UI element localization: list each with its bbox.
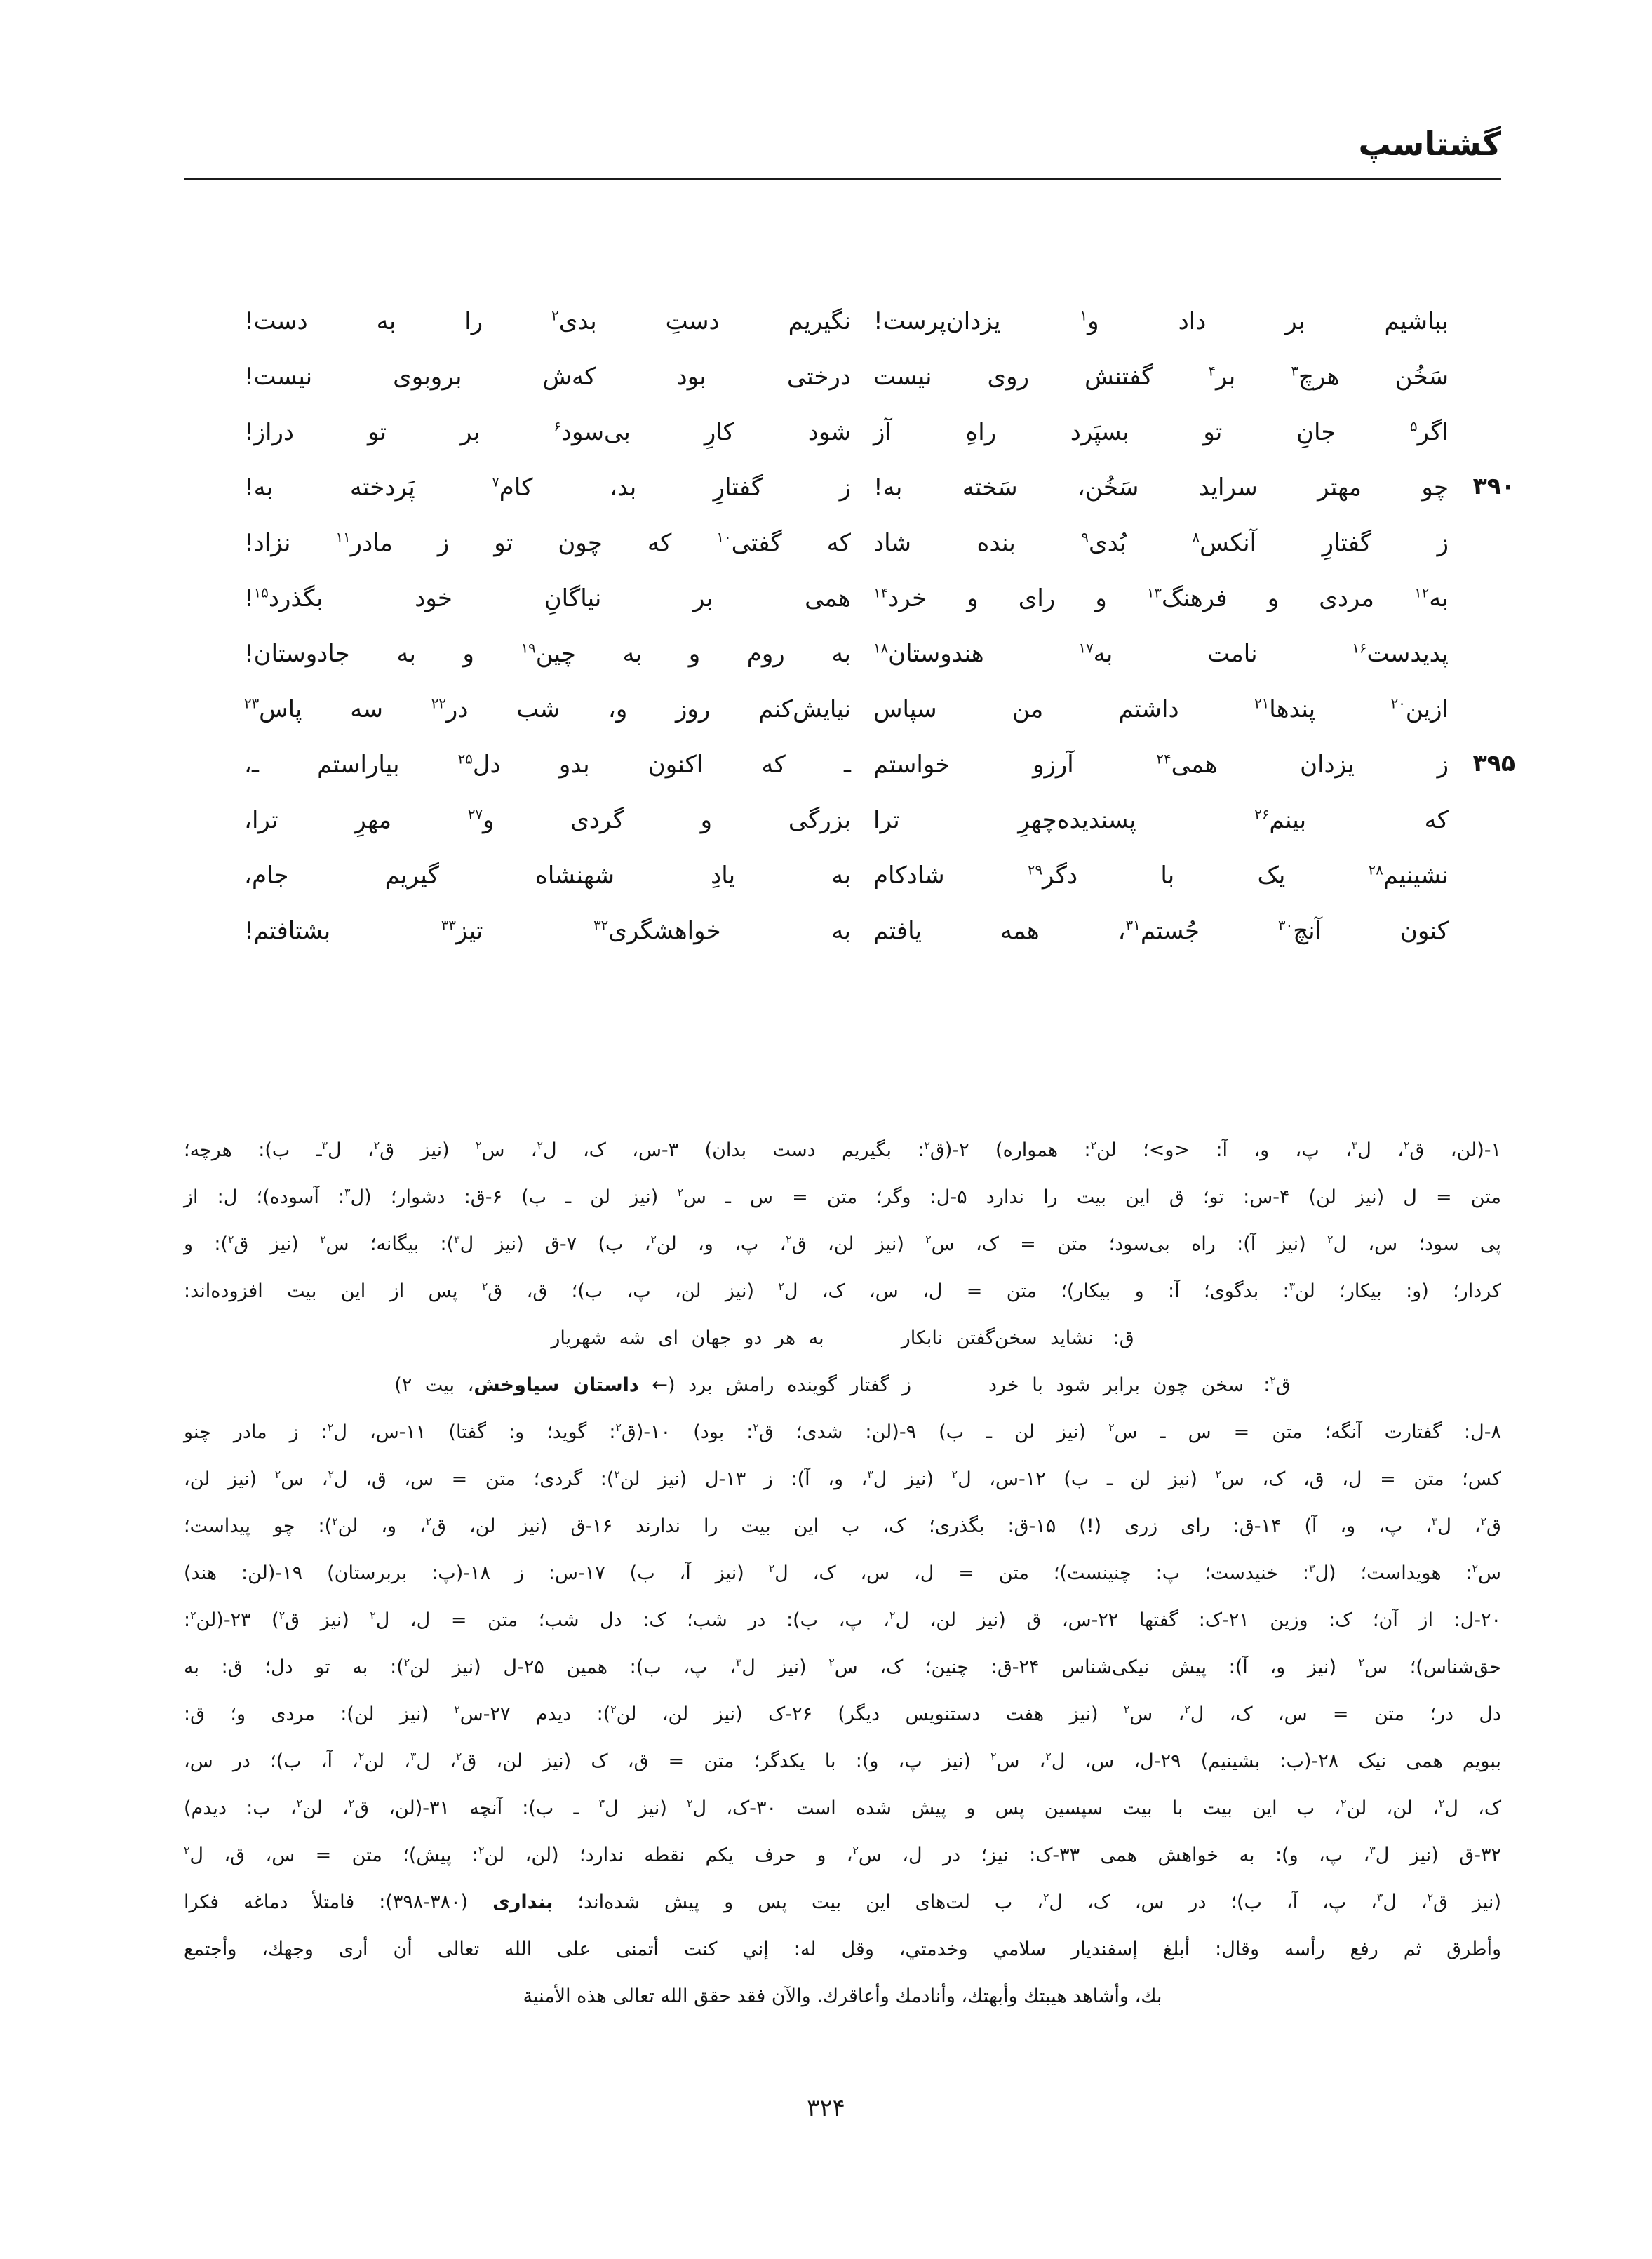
hemistich-left: ز گفتارِ بد، کام$^۷$ پَردخته به! [244, 474, 851, 502]
footnote-ref-number: ۲ [1438, 1797, 1445, 1810]
verse-number [1449, 910, 1515, 916]
footnote-line: کردار؛ (و: بیکار؛ لن$^۳$: بدگوی؛ آ: و بیکار)؛ متن = ل، س، ک، ل$^۲$ (نیز لن، پ، ب)؛ ق، ق$^۲$ پس از این بیت افزوده‌اند: [184, 1280, 1502, 1302]
footnote-ref-number: ۲ [1215, 1468, 1221, 1481]
footnote-line: ۳۲-ق (نیز ل$^۳$، پ، و): به خواهش همی ۳۳-ک: نیز؛ در ل، س$^۲$، و حرف یکم نقطه ندارد؛ (لن، لن$^۲$: پیش)؛ متن = س، ق، ل$^۲$ [184, 1844, 1501, 1866]
verse-number [1449, 577, 1515, 583]
footnote-ref-number: ۲ [615, 1421, 622, 1434]
verse-number [1449, 854, 1515, 860]
verse-number [1449, 799, 1515, 805]
footnote-ref-number: ۲ [476, 1139, 482, 1152]
hemistich-left: که گفتی$^{۱۰}$ که چون تو ز مادر$^{۱۱}$ نزاد! [244, 529, 851, 557]
bold-text: داستان سیاوخش [474, 1374, 639, 1396]
footnote-line: ک، ل$^۲$، لن، لن$^۲$، ب این بیت با بیت سپسین پس و پیش شده است ۳۰-ک، ل$^۲$ (نیز ل$^۳$ ـ ب): آنچه ۳۱-(لن، ق$^۲$، لن$^۲$، ب: دیدم) [184, 1797, 1502, 1819]
verse-row [244, 910, 1515, 965]
hemistich-right: به$^{۱۲}$ مردی و فرهنگ$^{۱۳}$ و رای و خرد$^{۱۴}$ [873, 584, 1449, 612]
page-title: گشتاسپ [1358, 125, 1501, 163]
hemistich-right: پدیدست$^{۱۶}$ نامت به$^{۱۷}$ هندوستان$^{۱۸}$ [873, 640, 1449, 668]
footnote-ref-number: ۲ [1123, 1703, 1130, 1716]
footnote-ref-number: ۲ [296, 1797, 302, 1810]
footnotes [184, 1127, 1501, 2020]
footnote-line: ۸-ل: گفتارت آنگه؛ متن = س ـ س$^۲$ (نیز لن ـ ب) ۹-(لن: شدی؛ ق$^۲$: بود) ۱۰-(ق$^۲$: گوید؛ و: گفتا) ۱۱-س، ل$^۲$: ز مادر چنو [184, 1421, 1502, 1443]
hemistich-right: نشینیم$^{۲۸}$ یک با دگر$^{۲۹}$ شادکام [873, 862, 1449, 890]
footnote-line: س$^۲$: هویداست؛ (ل$^۳$: خنیدست؛ پ: چنینست)؛ متن = ل، س، ک، ل$^۲$ (نیز آ، ب) ۱۷-س: ز ۱۸-(پ: بربرستان) ۱۹-(لن: هند) [184, 1562, 1502, 1584]
footnote-ref-number: ۲ [1042, 1891, 1049, 1904]
footnote-ref-number: ۲ [778, 1280, 784, 1293]
footnote-ref-number: ۲ [1480, 1515, 1487, 1528]
footnote-line: ق$^۲$، ل$^۳$، پ، و، آ) ۱۴-ق: رای زری (!) ۱۵-ق: بگذری؛ ک، ب این بیت را ندارند ۱۶-ق (نیز لن، ق$^۲$، و، لن$^۲$): چو پیداست؛ [184, 1515, 1501, 1537]
footnote-ref-number: ۱۱ [335, 529, 351, 546]
bold-text: بنداری [492, 1891, 553, 1913]
footnote-ref-number: ۲۱ [1254, 695, 1270, 712]
footnote-ref-number: ۳ [344, 1186, 351, 1199]
footnote-line: (نیز ق$^۲$، ل$^۳$، پ، آ، ب)؛ در س، ک، ل$^۲$، ب لت‌های این بیت پس و پیش شده‌اند؛ بنداری (۳۸۰-۳۹۸): فامتلأ دماغه فکرا [184, 1891, 1501, 1913]
footnote-ref-number: ۳۱ [1125, 917, 1141, 934]
footnote-line: وأطرق ثم رفع رأسه وقال: أبلغ إسفندیار سلامي وخدمتي، وقل له: إني كنت أتمنى علی الله تعالی أن أری وجهك، وأجتمع [184, 1938, 1501, 1960]
footnote-ref-number: ۱۹ [521, 640, 536, 657]
footnote-ref-number: ۲ [1403, 1139, 1410, 1152]
footnote-ref-number: ۲۵ [457, 751, 473, 767]
footnote-ref-number: ۲ [478, 1844, 485, 1857]
verse-number [1449, 300, 1515, 306]
verse-number [1449, 688, 1515, 694]
verse-row [244, 744, 1515, 799]
footnote-ref-number: ۲ [1472, 1562, 1479, 1575]
footnote-ref-number: ۲ [373, 1139, 380, 1152]
footnote-ref-number: ۲ [370, 1609, 376, 1622]
footnote-ref-number: ۳ [1289, 1280, 1296, 1293]
footnote-line: ۱-(لن، ق$^۲$، ل$^۳$، پ، و، آ: <و>؛ لن$^۲$: همواره) ۲-(ق$^۲$: بگیریم دست بدان) ۳-س، ک، ل$^۲$، س$^۲$ (نیز ق$^۲$، ل$^۳$ـ ب): هرچه؛ [184, 1139, 1502, 1161]
footnote-ref-number: ۲۴ [1156, 751, 1171, 767]
footnote-ref-number: ۲ [610, 1703, 617, 1716]
hemistich-right: که بینم$^{۲۶}$ پسندیده‌چهرِ ترا [873, 806, 1449, 834]
hemistich-left: به یادِ شهنشاه گیریم جام، [244, 862, 851, 890]
footnote-ref-number: ۲ [924, 1139, 930, 1152]
footnote-ref-number: ۳۳ [441, 917, 456, 934]
footnote-ref-number: ۲ [614, 1468, 620, 1481]
hemistich-right: چو مهتر سراید سَخُن، سَخته به! [873, 474, 1449, 502]
footnote-ref-number: ۲ [828, 1656, 835, 1669]
footnote-ref-number: ۲۲ [431, 695, 446, 712]
added-verse-hemistich-right: سخن چون برابر شود با خرد [988, 1374, 1244, 1396]
footnote-ref-number: ۲ [228, 1233, 234, 1246]
footnote-ref-number: ۲ [753, 1421, 759, 1434]
hemistich-left: شود کارِ بی‌سود$^۶$ بر تو دراز! [244, 418, 851, 446]
footnote-ref-number: ۲ [1270, 1374, 1276, 1387]
footnote-ref-number: ۱۰ [716, 529, 732, 546]
footnote-ref-number: ۲ [925, 1233, 932, 1246]
footnote-ref-number: ۲ [348, 1797, 355, 1810]
footnote-ref-number: ۱۷ [1078, 640, 1094, 657]
footnote-ref-number: ۲ [320, 1233, 326, 1246]
footnote-ref-number: ۳ [321, 1139, 328, 1152]
footnote-ref-number: ۵ [1410, 418, 1418, 435]
footnote-ref-number: ۳ [410, 1750, 417, 1763]
footnote-line: پی سود؛ س، ل$^۲$ (نیز آ): راه بی‌سود؛ متن = ک، س$^۲$ (نیز لن، ق$^۲$، پ، و، لن$^۲$، ب) ۷-ق (نیز ل$^۳$): بیگانه؛ س$^۲$ (نیز ق$^۲$): و [184, 1233, 1501, 1255]
footnote-ref-number: ۱۶ [1352, 640, 1367, 657]
footnote-ref-number: ۱۸ [873, 640, 889, 657]
verse-number [1449, 522, 1515, 528]
hemistich-right: کنون آنچ$^{۳۰}$ جُستم$^{۳۱}$، همه یافتم [873, 917, 1449, 945]
verse-row [244, 854, 1515, 910]
footnote-ref-number: ۱ [1080, 307, 1088, 324]
footnote-ref-number: ۳ [1309, 1562, 1315, 1575]
added-verse-hemistich-left: ز گفتار گوینده رامش برد (← داستان سیاوخش، بیت ۲) [394, 1374, 912, 1396]
hemistich-left: به روم و به چین$^{۱۹}$ و به جادوستان! [244, 640, 851, 668]
footnote-ref-number: ۲ [1108, 1421, 1115, 1434]
poem [244, 300, 1515, 965]
footnote-line: دل در؛ متن = س، ک، ل$^۲$، س$^۲$ (نیز هفت دستنویس دیگر) ۲۶-ک (نیز لن، لن$^۲$): دیدم ۲۷-س$^۲$ (نیز لن): مردی و؛ ق: [184, 1703, 1501, 1725]
footnote-ref-number: ۲ [455, 1750, 462, 1763]
footnote-ref-number: ۲ [403, 1656, 410, 1669]
hemistich-right: ز یزدان همی$^{۲۴}$ آرزو خواستم [873, 751, 1449, 779]
footnote-ref-number: ۲ [327, 1421, 334, 1434]
footnote-ref-number: ۲ [677, 1186, 683, 1199]
footnote-ref-number: ۲ [190, 1609, 196, 1622]
footnote-ref-number: ۸ [1192, 529, 1200, 546]
hemistich-left: نیایش‌کنم روز و، شب در$^{۲۲}$ سه پاس$^{۲۳}$ [244, 695, 851, 723]
hemistich-left: همی بر نیاگانِ خود بگذرد$^{۱۵}$! [244, 584, 851, 612]
verse-row [244, 356, 1515, 411]
footnote-ref-number: ۲ [1090, 1139, 1096, 1152]
footnote-ref-number: ۲ [650, 1233, 657, 1246]
footnote-ref-number: ۷ [492, 474, 499, 490]
verse-number: ۳۹۵ [1472, 749, 1515, 777]
footnote-ref-number: ۲ [768, 1562, 775, 1575]
verse-row [244, 467, 1515, 522]
footnote-line: متن = ل (نیز لن) ۴-س: تو؛ ق این بیت را ندارد ۵-ل: وگر؛ متن = س ـ س$^۲$ (نیز لن ـ ب) ۶-ق: دشوار؛ (ل$^۳$: آسوده)؛ ل: از [184, 1186, 1501, 1208]
footnote-ref-number: ۲ [481, 1280, 488, 1293]
footnote-ref-number: ۳۰ [1278, 917, 1294, 934]
footnote-ref-number: ۳ [1351, 1139, 1358, 1152]
footnote-ref-number: ۲ [1427, 1891, 1433, 1904]
footnote-ref-number: ۱۴ [873, 584, 889, 601]
footnote-ref-number: ۲ [425, 1515, 432, 1528]
footnote-ref-number: ۳ [735, 1656, 742, 1669]
hemistich-left: درختی بود که‌ش بروبوی نیست! [244, 363, 851, 391]
footnote-line: ببویم همی نیک ۲۸-(ب: بشینیم) ۲۹-ل، س، ل$^۲$، س$^۲$ (نیز پ، و): با یکدگر؛ متن = ق، ک (نیز لن، ق$^۲$، ل$^۳$، لن$^۲$، آ، ب)؛ در س، [184, 1750, 1502, 1772]
footnote-ref-number: ۲ [1184, 1703, 1190, 1716]
hemistich-right: ز گفتارِ آنکس$^۸$ بُدی$^۹$ بنده شاد [873, 529, 1449, 557]
verse-row [244, 688, 1515, 744]
hemistich-right: بباشیم بر داد و$^۱$ یزدان‌پرست! [873, 307, 1449, 335]
footnote-ref-number: ۲ [1358, 1656, 1365, 1669]
footnote-ref-number: ۲ [687, 1797, 693, 1810]
added-verse-hemistich-left: به هر دو جهان ای شه شهریار [551, 1327, 824, 1349]
verse-number [1449, 633, 1515, 638]
footnote-ref-number: ۴ [1208, 363, 1216, 380]
verse-row [244, 300, 1515, 356]
header-divider [184, 178, 1501, 180]
footnote-ref-number: ۱۵ [253, 584, 269, 601]
footnote-ref-number: ۲ [951, 1468, 958, 1481]
verse-row [244, 411, 1515, 467]
verse-row [244, 633, 1515, 688]
footnote-ref-number: ۲ [786, 1233, 792, 1246]
footnote-ref-number: ۲۰ [1390, 695, 1406, 712]
footnote-ref-number: ۲ [537, 1139, 543, 1152]
hemistich-right: ازین$^{۲۰}$ پندها$^{۲۱}$ داشتم من سپاس [873, 695, 1449, 723]
footnote-ref-number: ۳ [1291, 363, 1298, 380]
footnote-ref-number: ۱۳ [1146, 584, 1162, 601]
footnote-ref-number: ۹ [1081, 529, 1089, 546]
verse-number [1449, 356, 1515, 361]
footnote-line: حق‌شناس)؛ س$^۲$ (نیز و، آ): پیش نیکی‌شناس ۲۴-ق: چنین؛ ک، س$^۲$ (نیز ل$^۳$، پ، ب): همین ۲۵-ل (نیز لن$^۲$): به تو دل؛ ق: به [184, 1656, 1501, 1678]
footnote-ref-number: ۲ [358, 1750, 365, 1763]
footnote-ref-number: ۲ [1327, 1233, 1334, 1246]
footnote-ref-number: ۲۷ [467, 806, 483, 823]
added-verse-hemistich-right: نشاید سخن‌گفتن نابکار [901, 1327, 1094, 1349]
footnote-ref-number: ۳ [454, 1233, 460, 1246]
footnote-ref-number: ۳ [1369, 1844, 1376, 1857]
footnote-ref-number: ۲۸ [1368, 862, 1383, 878]
hemistich-left: بزرگی و گردی و$^{۲۷}$ مهرِ ترا، [244, 806, 851, 834]
hemistich-left: به خواهشگری$^{۳۲}$ تیز$^{۳۳}$ بشتافتم! [244, 917, 852, 945]
footnote-ref-number: ۲ [990, 1750, 997, 1763]
footnote-ref-number: ۲۳ [244, 695, 260, 712]
footnote-line: کس؛ متن = ل، ق، ک، س$^۲$ (نیز لن ـ ب) ۱۲-س، ل$^۲$ (نیز ل$^۳$، و، آ): ز ۱۳-ل (نیز لن$^۲$): گردی؛ متن = س، ق، ل$^۲$، س$^۲$ (نیز لن، [184, 1468, 1501, 1490]
manuscript-siglum-label: ق: [1113, 1327, 1134, 1349]
footnote-ref-number: ۱۲ [1414, 584, 1430, 601]
hemistich-right: سَخُن هرچ$^۳$ بر$^۴$ گفتنش روی نیست [873, 363, 1449, 391]
footnote-ref-number: ۲ [274, 1468, 281, 1481]
footnote-added-verse [184, 1362, 1501, 1409]
footnote-line: ۲۰-ل: از آن؛ ک: وزین ۲۱-ک: گفتها ۲۲-س، ق (نیز لن، ل$^۲$، پ، ب): در شب؛ ک: دل شب؛ متن = ل، ل$^۲$ (نیز ق$^۲$) ۲۳-(لن$^۲$: [184, 1609, 1501, 1631]
hemistich-left: نگیریم دستِ بدی$^۲$ را به دست! [244, 307, 852, 335]
footnote-ref-number: ۶ [553, 418, 561, 435]
verse-number: ۳۹۰ [1472, 472, 1515, 500]
footnote-ref-number: ۲۶ [1254, 806, 1270, 823]
verse-number [1449, 411, 1515, 417]
footnote-ref-number: ۲ [454, 1703, 460, 1716]
footnote-ref-number: ۲ [328, 1468, 334, 1481]
footnote-ref-number: ۳ [598, 1797, 605, 1810]
verse-row [244, 577, 1515, 633]
footnote-ref-number: ۲ [332, 1515, 338, 1528]
footnote-ref-number: ۳ [1431, 1515, 1438, 1528]
footnote-added-verse [184, 1315, 1501, 1362]
verse-row [244, 799, 1515, 854]
footnote-ref-number: ۲۹ [1027, 862, 1043, 878]
footnote-ref-number: ۲ [184, 1844, 190, 1857]
footnote-ref-number: ۲ [1341, 1797, 1347, 1810]
hemistich-right: اگر$^۵$ جانِ تو بسپَرد راهِ آز [873, 418, 1449, 446]
footnote-ref-number: ۳ [1376, 1891, 1383, 1904]
verse-row [244, 522, 1515, 577]
footnote-ref-number: ۲ [889, 1609, 896, 1622]
footnote-ref-number: ۲ [1045, 1750, 1052, 1763]
footnote-ref-number: ۲ [852, 1844, 859, 1857]
footnote-ref-number: ۳۲ [593, 917, 609, 934]
footnote-ref-number: ۳ [867, 1468, 873, 1481]
footnote-ref-number: ۲ [551, 307, 559, 324]
manuscript-siglum-label: ق$^۲$: [1263, 1374, 1291, 1396]
footnote-line: بك، وأشاهد هیبتك وأبهتك، وأنادمك وأعاقرك. والآن فقد حقق الله تعالی هذه الأمنیة [523, 1985, 1162, 2007]
hemistich-left: ـ که اکنون بدو دل$^{۲۵}$ بیاراستم ـ، [244, 751, 851, 779]
footnote-ref-number: ۲ [278, 1609, 286, 1622]
page-number: ۳۲۴ [807, 2094, 845, 2122]
